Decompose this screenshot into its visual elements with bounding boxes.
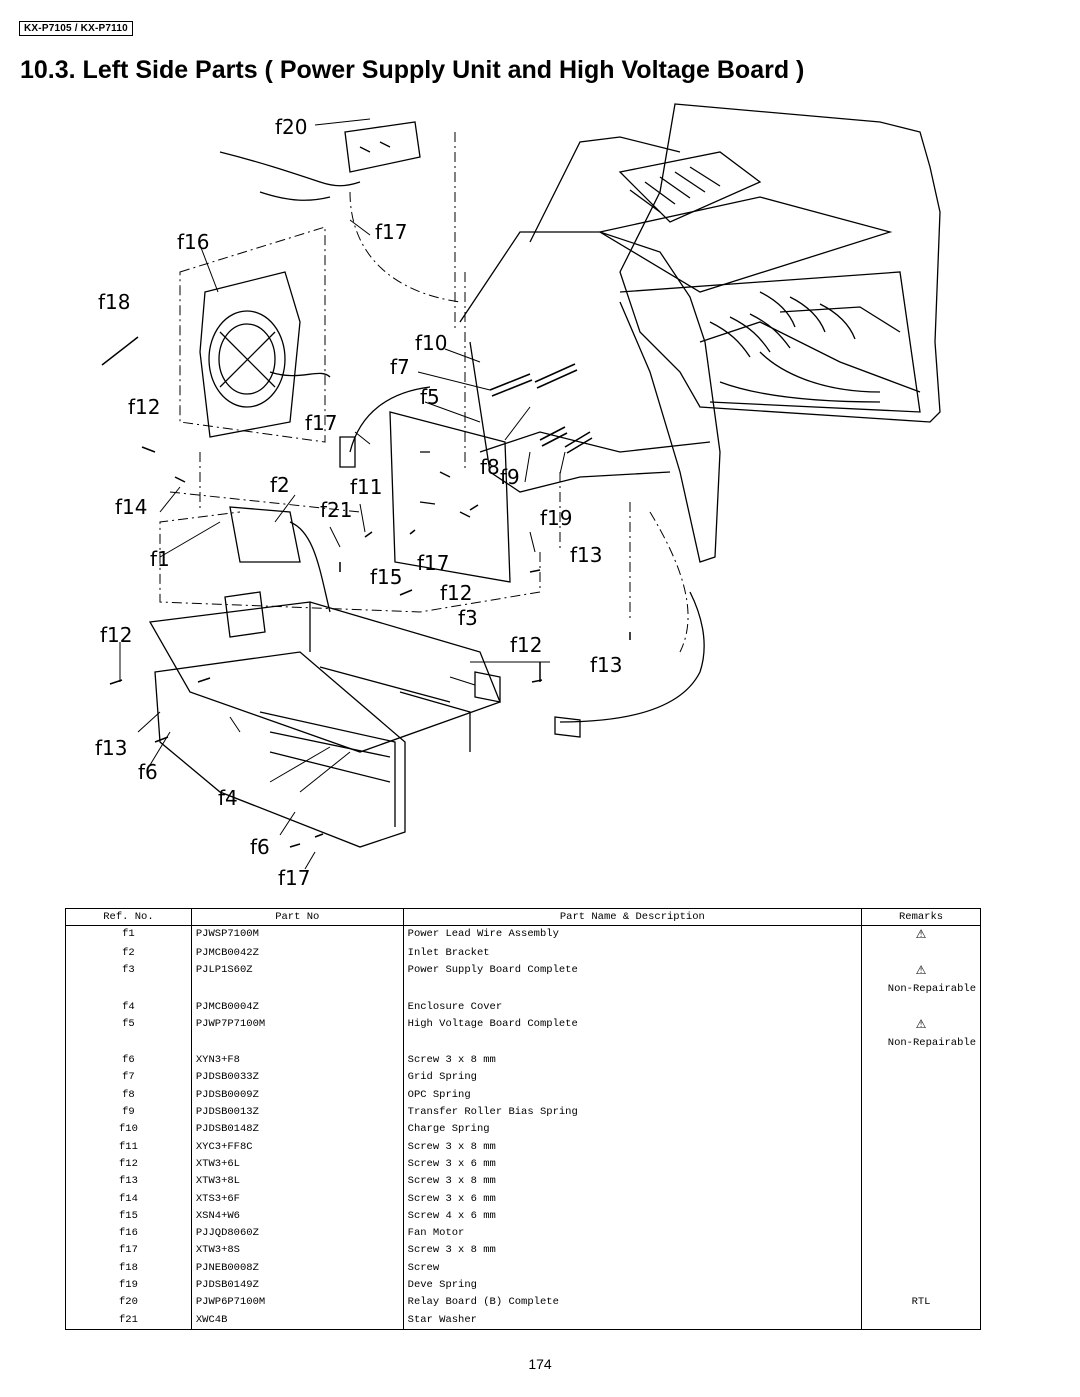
- callout-label: f14: [115, 495, 148, 519]
- part-no-cell: PJMCB0004Z: [191, 999, 403, 1016]
- description-cell: Relay Board (B) Complete: [403, 1294, 861, 1311]
- description-cell: Star Washer: [403, 1312, 861, 1330]
- col-description: Part Name & Description: [403, 909, 861, 926]
- remarks-cell: [862, 999, 981, 1016]
- part-no-cell: PJMCB0042Z: [191, 945, 403, 962]
- part-no-cell: [191, 981, 403, 998]
- ref-cell: f4: [66, 999, 192, 1016]
- col-ref-no: Ref. No.: [66, 909, 192, 926]
- description-cell: Inlet Bracket: [403, 945, 861, 962]
- ref-cell: f6: [66, 1052, 192, 1069]
- table-row: [66, 1016, 981, 1035]
- remarks-cell: [862, 1052, 981, 1069]
- description-cell: Screw 3 x 8 mm: [403, 1052, 861, 1069]
- part-no-cell: XYC3+FF8C: [191, 1139, 403, 1156]
- ref-cell: f18: [66, 1260, 192, 1277]
- safety-warning-icon: ⚠: [915, 963, 927, 978]
- remarks-cell: [862, 1121, 981, 1138]
- part-no-cell: XYN3+F8: [191, 1052, 403, 1069]
- part-no-cell: PJDSB0148Z: [191, 1121, 403, 1138]
- description-cell: [403, 1035, 861, 1052]
- part-no-cell: XWC4B: [191, 1312, 403, 1330]
- model-tag: KX-P7105 / KX-P7110: [19, 21, 133, 36]
- table-row: [66, 1035, 981, 1052]
- power-supply-board-drawing: [150, 602, 500, 752]
- callout-label: f12: [440, 581, 473, 605]
- callout-label: f19: [540, 506, 573, 530]
- remarks-cell: [862, 1156, 981, 1173]
- ref-cell: f20: [66, 1294, 192, 1311]
- remarks-cell: [862, 981, 981, 998]
- part-no-cell: PJWP7P7100M: [191, 1016, 403, 1035]
- relay-board-drawing: [220, 122, 420, 200]
- description-cell: Screw 3 x 8 mm: [403, 1173, 861, 1190]
- table-row: [66, 1260, 981, 1277]
- callout-label: f1: [150, 547, 170, 571]
- callout-label: f2: [270, 473, 290, 497]
- ref-cell: f12: [66, 1156, 192, 1173]
- table-row: [66, 1121, 981, 1138]
- remarks-cell: [862, 1087, 981, 1104]
- description-cell: High Voltage Board Complete: [403, 1016, 861, 1035]
- callout-label: f13: [590, 653, 623, 677]
- printer-chassis-drawing: [460, 104, 940, 562]
- ref-cell: f21: [66, 1312, 192, 1330]
- description-cell: Screw: [403, 1260, 861, 1277]
- ref-cell: f14: [66, 1191, 192, 1208]
- callout-label: f8: [480, 455, 500, 479]
- table-row: [66, 962, 981, 981]
- table-row: [66, 945, 981, 962]
- table-row: [66, 1208, 981, 1225]
- parts-table-body: [66, 926, 981, 1330]
- table-row: [66, 1225, 981, 1242]
- callout-label: f17: [417, 551, 450, 575]
- part-no-cell: PJWP6P7100M: [191, 1294, 403, 1311]
- ref-cell: f2: [66, 945, 192, 962]
- table-row: [66, 1294, 981, 1311]
- remarks-cell: [862, 1069, 981, 1086]
- table-row: [66, 1139, 981, 1156]
- table-row: [66, 1277, 981, 1294]
- table-row: [66, 1069, 981, 1086]
- description-cell: Deve Spring: [403, 1277, 861, 1294]
- description-cell: Screw 3 x 6 mm: [403, 1156, 861, 1173]
- ref-cell: f5: [66, 1016, 192, 1035]
- remarks-cell: [862, 1312, 981, 1330]
- part-no-cell: PJDSB0149Z: [191, 1277, 403, 1294]
- ref-cell: f16: [66, 1225, 192, 1242]
- callout-label: f13: [570, 543, 603, 567]
- description-cell: Screw 3 x 6 mm: [403, 1191, 861, 1208]
- table-header-row: [66, 909, 981, 926]
- part-no-cell: PJWSP7100M: [191, 926, 403, 946]
- ref-cell: f19: [66, 1277, 192, 1294]
- remarks-cell: [862, 1104, 981, 1121]
- callout-label: f6: [138, 760, 158, 784]
- part-no-cell: PJJQD8060Z: [191, 1225, 403, 1242]
- description-cell: Power Lead Wire Assembly: [403, 926, 861, 946]
- remark-text: Non-Repairable: [887, 1036, 976, 1049]
- ref-cell: f10: [66, 1121, 192, 1138]
- remarks-cell: [862, 1294, 981, 1311]
- callout-label: f18: [98, 290, 131, 314]
- description-cell: Fan Motor: [403, 1225, 861, 1242]
- remarks-cell: [862, 1242, 981, 1259]
- part-no-cell: XTS3+6F: [191, 1191, 403, 1208]
- part-no-cell: PJLP1S60Z: [191, 962, 403, 981]
- description-cell: Power Supply Board Complete: [403, 962, 861, 981]
- part-no-cell: PJDSB0033Z: [191, 1069, 403, 1086]
- table-row: [66, 1242, 981, 1259]
- callout-label: f20: [275, 115, 308, 139]
- callout-label: f17: [375, 220, 408, 244]
- ref-cell: f3: [66, 962, 192, 981]
- callout-label: f15: [370, 565, 403, 589]
- ref-cell: f17: [66, 1242, 192, 1259]
- table-row: [66, 999, 981, 1016]
- callout-label: f6: [250, 835, 270, 859]
- table-row: [66, 1156, 981, 1173]
- remarks-cell: [862, 945, 981, 962]
- part-no-cell: XTW3+8S: [191, 1242, 403, 1259]
- part-no-cell: PJNEB0008Z: [191, 1260, 403, 1277]
- callout-label: f5: [420, 385, 440, 409]
- callout-label: f12: [128, 395, 161, 419]
- remark-text: RTL: [911, 1296, 931, 1309]
- ref-cell: f7: [66, 1069, 192, 1086]
- part-no-cell: [191, 1035, 403, 1052]
- table-row: [66, 1104, 981, 1121]
- table-row: [66, 1312, 981, 1330]
- safety-warning-icon: ⚠: [915, 927, 927, 941]
- remarks-cell: [862, 1191, 981, 1208]
- callout-label: f17: [278, 866, 311, 890]
- remarks-cell: [862, 962, 981, 981]
- safety-warning-icon: ⚠: [915, 1016, 927, 1031]
- table-row: [66, 1087, 981, 1104]
- remarks-cell: [862, 1035, 981, 1052]
- callout-label: f7: [390, 355, 410, 379]
- page-title: 10.3. Left Side Parts ( Power Supply Unit and High Voltage Board ): [20, 56, 805, 84]
- remarks-cell: [862, 1277, 981, 1294]
- parts-table: [65, 908, 981, 1330]
- ref-cell: f9: [66, 1104, 192, 1121]
- table-row: [66, 981, 981, 998]
- description-cell: Grid Spring: [403, 1069, 861, 1086]
- part-no-cell: PJDSB0013Z: [191, 1104, 403, 1121]
- description-cell: Screw 4 x 6 mm: [403, 1208, 861, 1225]
- part-no-cell: XTW3+6L: [191, 1156, 403, 1173]
- ref-cell: f13: [66, 1173, 192, 1190]
- callout-label: f4: [218, 786, 238, 810]
- exploded-parts-diagram: [60, 92, 1060, 898]
- ref-cell: f15: [66, 1208, 192, 1225]
- table-row: [66, 1052, 981, 1069]
- description-cell: [403, 981, 861, 998]
- description-cell: Screw 3 x 8 mm: [403, 1139, 861, 1156]
- ref-cell: [66, 1035, 192, 1052]
- ref-cell: f1: [66, 926, 192, 946]
- remarks-cell: [862, 1016, 981, 1035]
- callout-label: f11: [350, 475, 383, 499]
- description-cell: Charge Spring: [403, 1121, 861, 1138]
- callout-label: f12: [100, 623, 133, 647]
- screw-drawings: [102, 337, 630, 847]
- remarks-cell: [862, 1225, 981, 1242]
- callout-label: f12: [510, 633, 543, 657]
- description-cell: Transfer Roller Bias Spring: [403, 1104, 861, 1121]
- description-cell: Enclosure Cover: [403, 999, 861, 1016]
- table-row: [66, 926, 981, 946]
- callout-label: f16: [177, 230, 210, 254]
- table-row: [66, 1173, 981, 1190]
- part-no-cell: PJDSB0009Z: [191, 1087, 403, 1104]
- ref-cell: [66, 981, 192, 998]
- remarks-cell: [862, 926, 981, 946]
- callout-label: f13: [95, 736, 128, 760]
- callout-label: f21: [320, 498, 353, 522]
- part-no-cell: XSN4+W6: [191, 1208, 403, 1225]
- callout-label: f17: [305, 411, 338, 435]
- ref-cell: f8: [66, 1087, 192, 1104]
- remarks-cell: [862, 1208, 981, 1225]
- remarks-cell: [862, 1139, 981, 1156]
- ref-cell: f11: [66, 1139, 192, 1156]
- callout-label: f3: [458, 606, 478, 630]
- col-remarks: Remarks: [862, 909, 981, 926]
- description-cell: Screw 3 x 8 mm: [403, 1242, 861, 1259]
- remarks-cell: [862, 1173, 981, 1190]
- remark-text: Non-Repairable: [887, 983, 976, 996]
- part-no-cell: XTW3+8L: [191, 1173, 403, 1190]
- callout-label: f9: [500, 465, 520, 489]
- callout-label: f10: [415, 331, 448, 355]
- description-cell: OPC Spring: [403, 1087, 861, 1104]
- remarks-cell: [862, 1260, 981, 1277]
- page-number: 174: [528, 1356, 552, 1372]
- col-part-no: Part No: [191, 909, 403, 926]
- table-row: [66, 1191, 981, 1208]
